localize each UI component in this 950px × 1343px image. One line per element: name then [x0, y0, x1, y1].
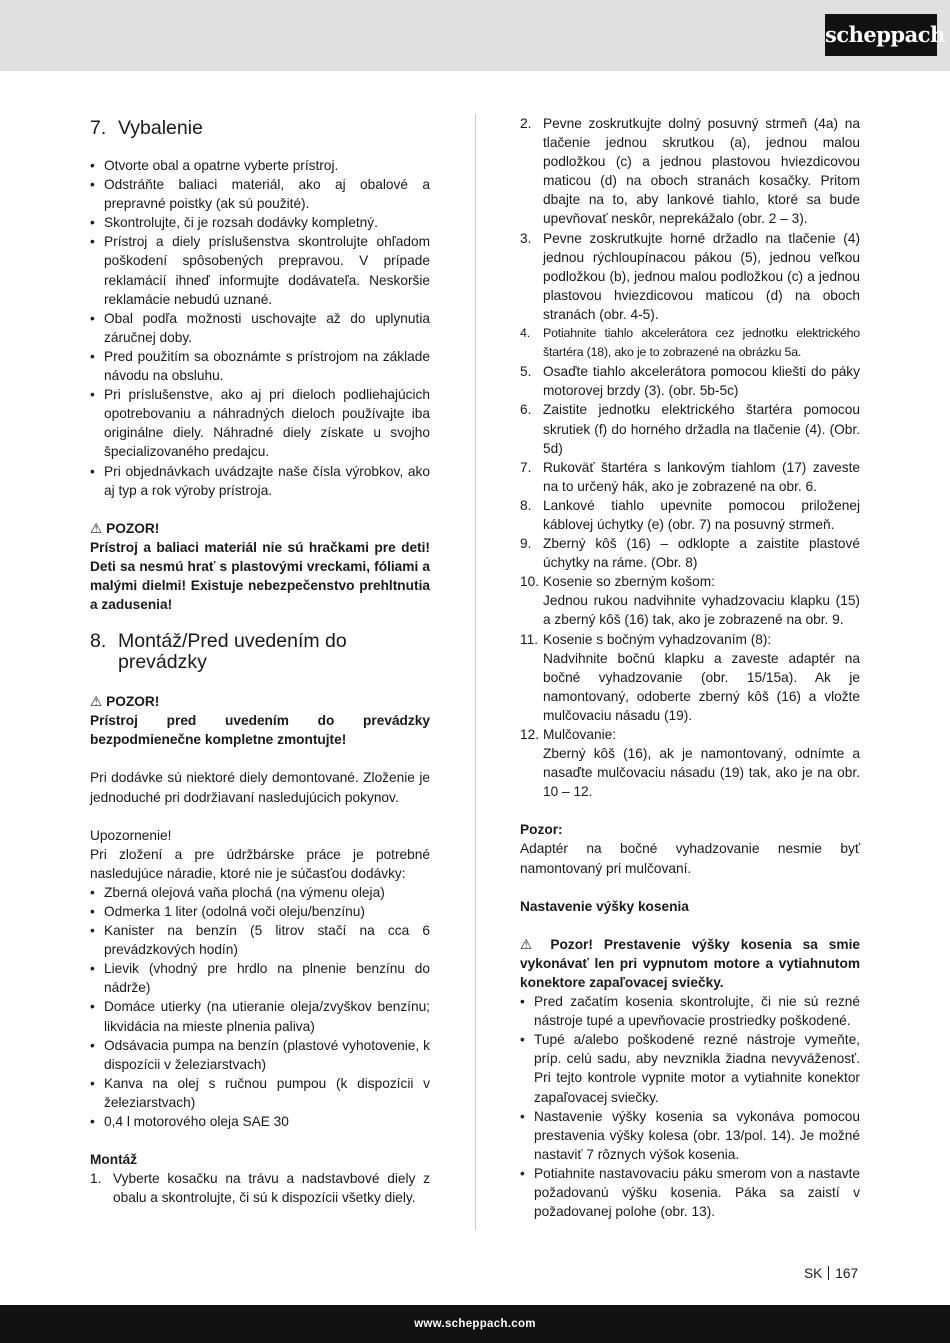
pozor-title: Pozor:: [520, 822, 563, 838]
step-text: Rukoväť štartéra s lankovým tiahlom (17) zaveste na to určený hák, ako je zobrazené na obr. 6.: [543, 459, 860, 494]
step-text: Potiahnite tiahlo akcelerátora cez jednotku elektrického štartéra (18), ako je to zobrazené na obrázku 5a.: [543, 326, 860, 360]
page-number-value: 167: [835, 1266, 859, 1281]
step-number: 11.: [520, 631, 539, 647]
step-number: 8.: [520, 497, 532, 513]
montaz-title: Montáž: [90, 1152, 138, 1168]
step-text: Mulčovanie:: [543, 727, 617, 742]
list-item: [520, 572, 860, 629]
section-7-number: 7.: [90, 117, 107, 139]
section-8-number: 8.: [90, 630, 107, 653]
list-item: • Pred začatím kosenia skontrolujte, či nie sú rezné nástroje tupé a upevňovacie prostriedky poškodené.: [520, 992, 860, 1030]
list-item: • Pri príslušenstve, ako aj pri dieloch podliehajúcich opotrebovaniu a náhradných dieloch používajte iba originálne diely. Náhradné diely získate u svojho špecializovaného predajcu.: [90, 385, 430, 461]
list-item: • Kanva na olej s ručnou pumpou (k dispozícii v železiarstvach): [90, 1074, 430, 1112]
list-item: • Domáce utierky (na utieranie oleja/zvyškov benzínu; likvidácia na mieste plnenia paliva): [90, 997, 430, 1035]
step-number: 4.: [520, 326, 530, 341]
step-number: 7.: [520, 459, 532, 475]
tools-list: [90, 883, 430, 1131]
step-number: 9.: [520, 536, 532, 552]
list-item: • Potiahnite nastavovaciu páku smerom von a nastavte požadovanú výšku kosenia. Páka sa zaistí v požadovanej polohe (obr. 13).: [520, 1164, 860, 1221]
list-item: • Odmerka 1 liter (odolná voči oleju/benzínu): [90, 902, 430, 921]
cutting-height-title: Nastavenie výšky kosenia: [520, 898, 689, 914]
page-number: [804, 1265, 858, 1283]
list-item: • Tupé a/alebo poškodené rezné nástroje vymeňte, príp. celú sadu, aby nevznikla žiadna nevyváženosť. Pri tejto kontrole vypnite motor a vytiahnite konektor zapaľovacej sviečky.: [520, 1030, 860, 1106]
warning-text: Prístroj a baliaci materiál nie sú hračkami pre deti! Deti sa nesmú hrať s plastovými vreckami, fóliami a malými dielmi! Existuje nebezpečenstvo prehltnutia a zadusenia!: [90, 539, 430, 613]
footer-url[interactable]: www.scheppach.com: [414, 1318, 536, 1330]
step-text: Osaďte tiahlo akcelerátora pomocou kliešti do páky motorovej brzdy (3). (obr. 5b-5c): [543, 364, 860, 399]
step-text: Kosenie s bočným vyhadzovaním (8):: [543, 631, 772, 647]
list-item: [520, 496, 860, 534]
section-8-heading: [90, 631, 430, 673]
list-item: • Obal podľa možnosti uschovajte až do uplynutia záručnej doby.: [90, 309, 430, 347]
list-item: • Kanister na benzín (5 litrov stačí na cca 6 prevádzkových hodín): [90, 921, 430, 959]
cutting-height-warning: ⚠ Pozor! Prestavenie výšky kosenia sa smie vykonávať len pri vypnutom motore a vytiahnutom konektore zapaľovacej sviečky.: [520, 936, 860, 990]
step-text: Pevne zoskrutkujte dolný posuvný strmeň (4a) na tlačenie jednou skrutkou (a), jednou malou podložkou (c) a jednou plastovou hviezdicovou maticou (d) na oboch stranách kosačky. Pritom dbajte na to, aby lankové tiahlo, ktoré sa bude upevňovať neskôr, neprekážalo (obr. 2 – 3).: [543, 116, 860, 227]
step-number: 12.: [520, 727, 540, 742]
list-item: • Zberná olejová vaňa plochá (na výmenu oleja): [90, 883, 430, 902]
list-item: • Nastavenie výšky kosenia sa vykonáva pomocou prestavenia výšky kolesa (obr. 13/pol. 14). Je možné nastaviť 7 rôznych výšok kosenia.: [520, 1107, 860, 1164]
list-item: [520, 630, 860, 725]
unpacking-list: [90, 156, 430, 500]
column-divider: [475, 114, 476, 1230]
step-text: Lankové tiahlo upevnite pomocou priloženej káblovej úchytky (e) (obr. 7) na posuvný strmeň.: [543, 497, 860, 532]
step-number: 10.: [520, 574, 540, 590]
list-item: • Pri objednávkach uvádzajte naše čísla výrobkov, ako aj typ a rok výroby prístroja.: [90, 462, 430, 500]
list-item: [520, 362, 860, 400]
list-item: [520, 458, 860, 496]
list-item: • 0,4 l motorového oleja SAE 30: [90, 1112, 430, 1131]
step-subtext: Jednou rukou nadvihnite vyhadzovaciu klapku (15) a zberný kôš (16) tak, ako je zobrazené na obr. 9.: [543, 593, 860, 628]
step-number: 6.: [520, 402, 532, 418]
list-item: • Prístroj a diely príslušenstva skontrolujte ohľadom poškodení spôsobených prepravou. V prípade reklamácií ihneď informujte dodávateľa. Neskoršie reklamácie nebudú uznané.: [90, 232, 430, 308]
list-item: [520, 114, 860, 229]
list-item: • Otvorte obal a opatrne vyberte prístroj.: [90, 156, 430, 175]
section-8-title: Montáž/Pred uvedením do prevádzky: [118, 630, 347, 674]
list-item: • Odstráňte baliaci materiál, ako aj obalové a prepravné poistky (ak sú použité).: [90, 175, 430, 213]
assembly-intro: Pri dodávke sú niektoré diely demontované. Zloženie je jednoduché pri dodržiavaní nasledujúcich pokynov.: [90, 770, 430, 805]
page-language: SK: [804, 1266, 823, 1281]
note-text: Pri zložení a pre údržbárske práce je potrebné nasledujúce náradie, ktoré nie je súčasťou dodávky:: [90, 846, 430, 881]
section-7-heading: [90, 118, 430, 139]
list-item: [90, 1169, 430, 1207]
list-item: [520, 725, 860, 801]
step-subtext: Zberný kôš (16), ak je namontovaný, odnímte a nasaďte mulčovaciu násadu (19) tak, ako je na obr. 10 – 12.: [543, 746, 860, 800]
footer-bar: [0, 1305, 950, 1343]
step-text: Vyberte kosačku na trávu a nadstavbové diely z obalu a skontrolujte, či sú k dispozícii všetky diely.: [113, 1171, 430, 1206]
header-bar: [0, 0, 950, 71]
note-title: Upozornenie!: [90, 827, 172, 843]
list-item: [520, 229, 860, 324]
list-item: • Odsávacia pumpa na benzín (plastové vyhotovenie, k dispozícii v železiarstvach): [90, 1036, 430, 1074]
warning-title: ⚠ POZOR!: [90, 520, 160, 536]
right-column: [520, 114, 860, 1221]
step-text: Zaistite jednotku elektrického štartéra pomocou skrutiek (f) do horného držadla na tlačenie (4). (Obr. 5d): [543, 402, 860, 456]
list-item: • Pred použitím sa oboznámte s prístrojom na základe návodu na obsluhu.: [90, 347, 430, 385]
warning-title: ⚠ POZOR!: [90, 694, 160, 710]
warning-text: Prístroj pred uvedením do prevádzky bezpodmienečne kompletne zmontujte!: [90, 713, 430, 748]
step-number: 5.: [520, 364, 532, 380]
page-separator: [828, 1266, 829, 1280]
brand-logo: scheppach: [825, 14, 937, 56]
step-number: 2.: [520, 116, 532, 131]
list-item: • Skontrolujte, či je rozsah dodávky kompletný.: [90, 213, 430, 232]
list-item: • Lievik (vhodný pre hrdlo na plnenie benzínu do nádrže): [90, 959, 430, 997]
step-number: 3.: [520, 230, 532, 246]
step-subtext: Nadvihnite bočnú klapku a zaveste adaptér na bočné vyhadzovanie (obr. 15/15a). Ak je namontovaný, odoberte zberný kôš (16) a vložte mulčovaciu násadu (19).: [543, 650, 860, 723]
assembly-steps-start: [90, 1169, 430, 1207]
pozor-text: Adaptér na bočné vyhadzovanie nesmie byť namontovaný pri mulčovaní.: [520, 841, 860, 876]
left-column: [90, 114, 430, 1207]
list-item: [520, 324, 860, 362]
assembly-steps: [520, 114, 860, 801]
step-text: Zberný kôš (16) – odklopte a zaistite plastové úchytky na ráme. (Obr. 8): [543, 536, 860, 571]
step-number: 1.: [90, 1171, 102, 1187]
cutting-height-list: [520, 992, 860, 1221]
list-item: [520, 400, 860, 457]
section-7-title: Vybalenie: [118, 117, 203, 139]
step-text: Kosenie so zberným košom:: [543, 574, 715, 590]
step-text: Pevne zoskrutkujte horné držadlo na tlačenie (4) jednou rýchloupínacou pákou (5), jednou veľkou podložkou (b), jednou malou podložkou (c) a jednou plastovou hviezdicovou maticou (d) na oboch stranách (obr. 4-5).: [543, 230, 860, 322]
list-item: [520, 534, 860, 572]
